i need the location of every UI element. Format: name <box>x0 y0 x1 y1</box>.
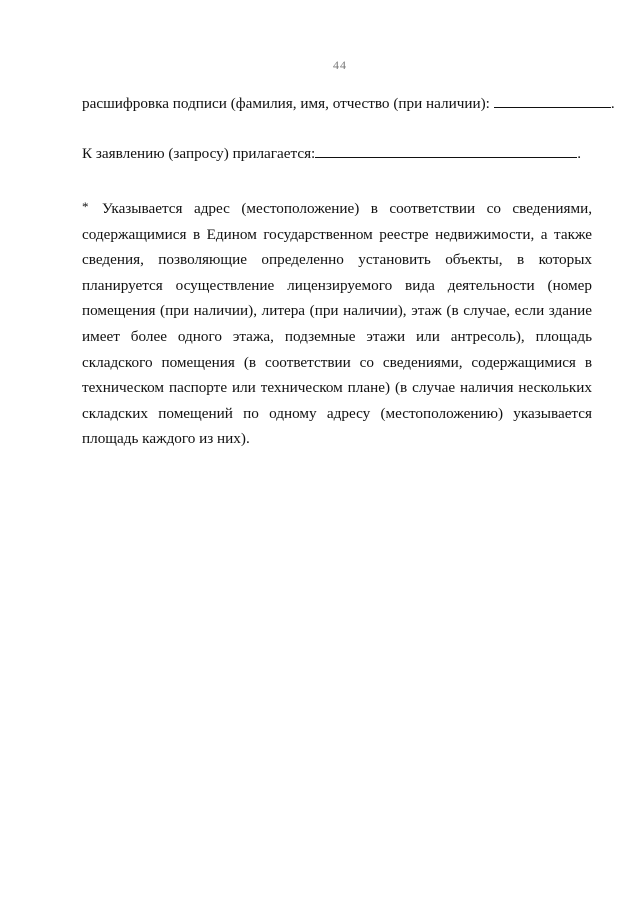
attachment-end: . <box>577 145 582 162</box>
signature-decoding-end: . <box>610 95 615 112</box>
attachment-line <box>82 144 581 163</box>
signature-decoding-blank[interactable] <box>494 94 611 108</box>
attachment-blank[interactable] <box>315 144 577 158</box>
footnote-text: Указывается адрес (местоположение) в соответствии со сведениями, содержащимися в Едином государственном реестре недвижимости, а также сведения, позволяющие определенно установить объекты, в которых планируется осуществление лицензируемого вида деятельности (номер помещения (при наличии), литера (при наличии), этаж (в случае, если здание имеет более одного этажа, подземные этажи или антресоль), площадь складского помещения (в соответствии со сведениями, содержащимися в техническом паспорте или техническом плане) (в случае наличия нескольких складских помещений по одному адресу (местоположению) указывается площадь каждого из них). <box>82 200 592 448</box>
page-number: 44 <box>333 58 347 72</box>
footnote-marker: * <box>82 199 89 214</box>
attachment-label: К заявлению (запросу) прилагается: <box>82 145 316 162</box>
signature-decoding-line <box>82 94 615 113</box>
signature-decoding-label: расшифровка подписи (фамилия, имя, отчество (при наличии): <box>82 95 490 112</box>
footnote <box>82 196 592 452</box>
